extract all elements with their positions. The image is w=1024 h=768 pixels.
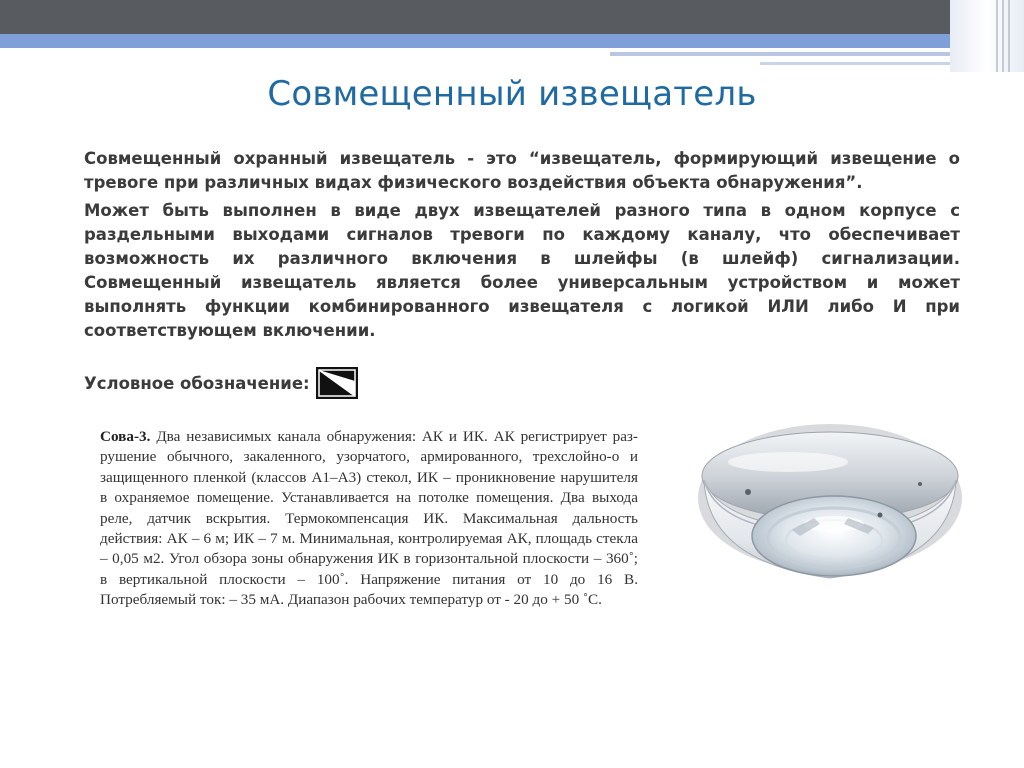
product-name: Сова-3.	[100, 428, 151, 445]
header-band	[0, 0, 1024, 34]
corner-stripe	[996, 0, 998, 72]
header-accent-line	[610, 52, 950, 56]
product-description	[100, 427, 638, 611]
corner-stripe	[1002, 0, 1004, 72]
header-accent-line-short	[760, 62, 950, 65]
product-description-text: Два независимых канала обнаружения: АК и ИК. АК регистрирует раз-рушение обычного, закаленного, узорчатого, армированного, трехслойно-о и защищенного пленкой (классов А1–А3) стекол, ИК – проникновение нарушителя в охраняемое помещение. Устанавливается на потолке помещения. Два выхода реле, датчик вскрытия. Термокомпенсация ИК. Максимальная дальность действия: АК – 6 м; ИК – 7 м. Минимальная, контролируемая АК, площадь стекла – 0,05 м2. Угол обзора зоны обнаружения ИК в горизонтальной плоскости – 360˚; в вертикальной плоскости – 100˚. Напряжение питания от 10 до 16 В. Потребляемый ток: – 35 мА. Диапазон рабочих температур от - 20 до + 50 ˚С.	[100, 428, 638, 609]
definition-paragraph: Совмещенный охранный извещатель - это “извещатель, формирующий извещение о тревоге при различных видах физического воздействия объекта обнаружения”.	[84, 149, 960, 192]
slide-title: Совмещенный извещатель	[267, 74, 757, 114]
explanation-paragraph: Может быть выполнен в виде двух извещателей разного типа в одном корпусе с раздельными выходами сигналов тревоги по каждому каналу, что обеспечивает возможность их различного включения в шлейфы (в шлейф) сигнализации. Совмещенный извещатель является более универсальным устройством и может выполнять функции комбинированного извещателя с логикой ИЛИ либо И при соответствующем включении.	[84, 201, 960, 340]
symbol-label: Условное обозначение:	[84, 373, 310, 393]
detector-symbol-icon	[316, 367, 358, 399]
symbol-row	[84, 366, 358, 400]
ceiling-detector-photo	[688, 402, 972, 594]
corner-stripe	[1008, 0, 1010, 72]
corner-decoration	[950, 0, 1024, 72]
header-accent-band	[0, 34, 1024, 48]
